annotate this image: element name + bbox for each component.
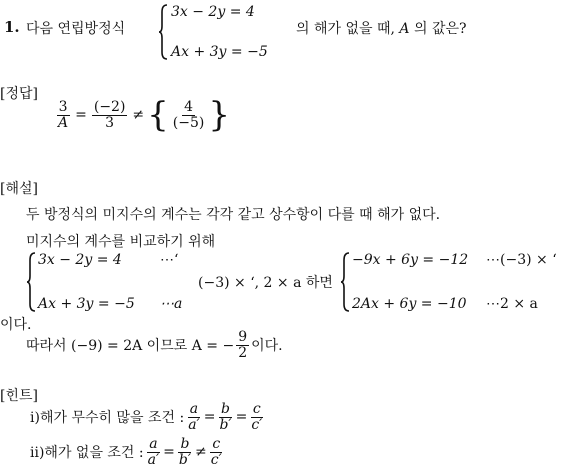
explanation-line-4: 따라서 (−9) = 2A 이므로 A = − $\frac{9}{2}$ 이다. — [26, 329, 283, 361]
explanation-line-3: 이다. — [0, 317, 32, 333]
sys2-note1: ⋯(−3) × ‘ — [486, 252, 557, 268]
brace-icon — [340, 252, 350, 312]
problem-number: 1. — [4, 18, 20, 36]
answer-frac-1: $\frac{3}{A}$ — [58, 98, 69, 131]
problem-system — [158, 4, 268, 60]
explanation-system-1 — [26, 252, 182, 312]
answer-frac-2: $\frac{(-2)}{3}$ — [93, 98, 126, 131]
brace-icon — [26, 252, 36, 312]
answer-heading: [정답] — [0, 86, 38, 102]
problem-eq1: 3x − 2y = 4 — [171, 4, 255, 20]
hint-heading: [힌트] — [0, 388, 38, 404]
explanation-frac: $\frac{9}{2}$ — [238, 329, 248, 361]
sys2-note2: ⋯2 × a — [486, 296, 538, 312]
problem-tail: 의 해가 없을 때, A 의 값은? — [296, 21, 467, 37]
sys2-eq2: 2Ax + 6y = −10 — [352, 296, 467, 312]
hint-item-1: ⅰ)해가 무수히 많을 조건 : $\frac{a}{a'}$ = $\frac{b}{b'}$ = $\frac{c}{c'}$ — [30, 401, 263, 433]
explanation-middle: (−3) × ‘, 2 × a 하면 — [198, 275, 333, 291]
problem-eq2: Ax + 3y = −5 — [171, 44, 268, 60]
brace-icon — [158, 4, 168, 60]
sys1-note2: ⋯a — [160, 296, 183, 312]
answer-frac-3: $\frac{4}{(-5)}$ — [172, 98, 205, 131]
sys1-note1: ⋯‘ — [160, 252, 179, 268]
answer-expression: $\frac{3}{A}$ = $\frac{(-2)}{3}$ ≠ { $\frac{4}{(-5)}$ } — [58, 95, 230, 135]
hint-item-2: ⅱ)해가 없을 조건 : $\frac{a}{a'}$ = $\frac{b}{b'}$ ≠ $\frac{c}{c'}$ — [30, 436, 222, 468]
sys1-eq1: 3x − 2y = 4 — [38, 252, 122, 268]
problem-lead: 다음 연립방정식 — [26, 21, 126, 37]
explanation-heading: [해설] — [0, 181, 38, 197]
explanation-line-1: 두 방정식의 미지수의 계수는 각각 같고 상수항이 다를 때 해가 없다. — [26, 207, 441, 223]
explanation-system-2 — [340, 252, 557, 312]
sys1-eq2: Ax + 3y = −5 — [38, 296, 135, 312]
explanation-line-2: 미지수의 계수를 비교하기 위해 — [26, 234, 216, 250]
sys2-eq1: −9x + 6y = −12 — [352, 252, 469, 268]
